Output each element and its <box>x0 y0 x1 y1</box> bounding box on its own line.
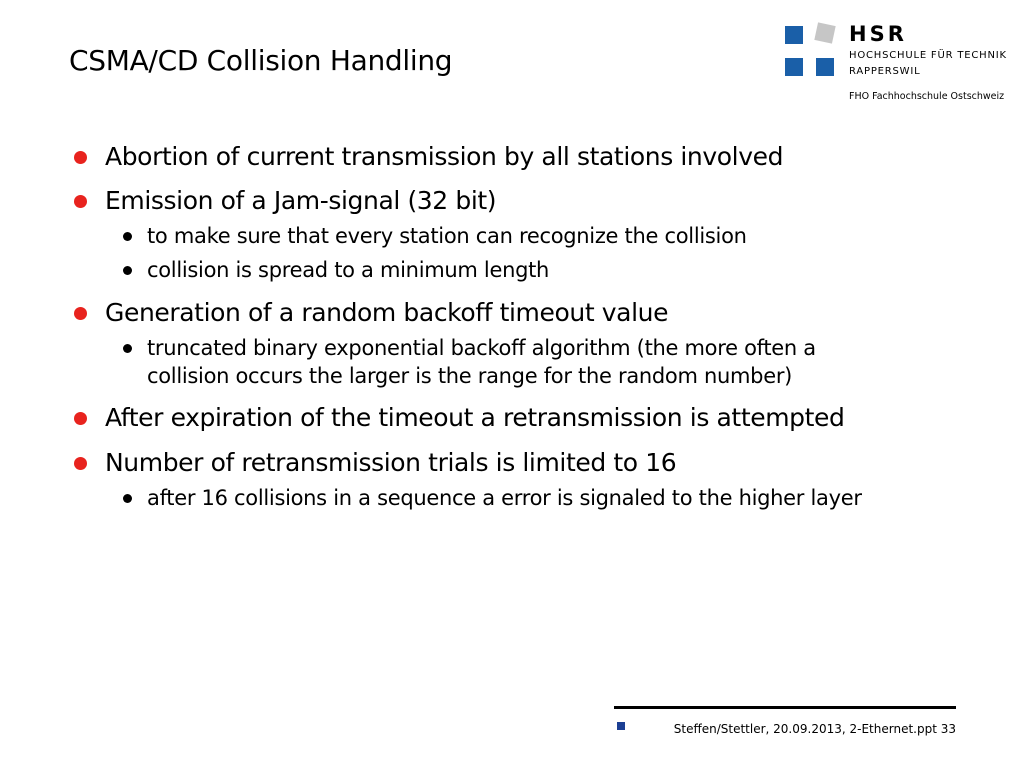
red-bullet-icon <box>74 457 87 470</box>
red-bullet-icon <box>74 412 87 425</box>
black-bullet-icon <box>123 266 132 275</box>
sub-bullet-item <box>147 222 747 250</box>
sub-bullet-item <box>147 256 549 284</box>
bullet-text: Generation of a random backoff timeout value <box>105 298 669 327</box>
sub-bullet-text: truncated binary exponential backoff algorithm (the more often a <box>147 336 816 360</box>
bullet-text: Abortion of current transmission by all stations involved <box>105 142 784 171</box>
footer-square-icon <box>617 722 625 730</box>
red-bullet-icon <box>74 307 87 320</box>
bullet-text: After expiration of the timeout a retransmission is attempted <box>105 403 845 432</box>
slide-title: CSMA/CD Collision Handling <box>69 44 453 77</box>
black-bullet-icon <box>123 494 132 503</box>
sub-bullet-continuation <box>147 362 792 390</box>
sub-bullet-text: collision is spread to a minimum length <box>147 258 550 282</box>
sub-bullet-text: to make sure that every station can recognize the collision <box>147 224 747 248</box>
logo-fho-text: FHO Fachhochschule Ostschweiz <box>849 91 1005 102</box>
sub-bullet-text: collision occurs the larger is the range for the random number) <box>147 364 793 388</box>
bullet-text: Emission of a Jam-signal (32 bit) <box>105 186 497 215</box>
red-bullet-icon <box>74 151 87 164</box>
logo-name: HSR <box>849 22 907 46</box>
black-bullet-icon <box>123 344 132 353</box>
bullet-item <box>105 186 496 216</box>
footer-text: Steffen/Stettler, 20.09.2013, 2-Ethernet.ppt 33 <box>673 722 956 736</box>
red-bullet-icon <box>74 195 87 208</box>
bullet-text: Number of retransmission trials is limited to 16 <box>105 448 677 477</box>
bullet-item <box>105 403 844 433</box>
logo-line-1: HOCHSCHULE FÜR TECHNIK <box>849 50 1007 61</box>
sub-bullet-item <box>147 484 862 512</box>
sub-bullet-text: after 16 collisions in a sequence a error is signaled to the higher layer <box>147 486 862 510</box>
bullet-item <box>105 142 783 172</box>
bullet-item <box>105 448 676 478</box>
sub-bullet-item <box>147 334 816 362</box>
logo-line-2: RAPPERSWIL <box>849 66 921 77</box>
black-bullet-icon <box>123 232 132 241</box>
bullet-item <box>105 298 668 328</box>
footer-divider <box>614 706 956 709</box>
